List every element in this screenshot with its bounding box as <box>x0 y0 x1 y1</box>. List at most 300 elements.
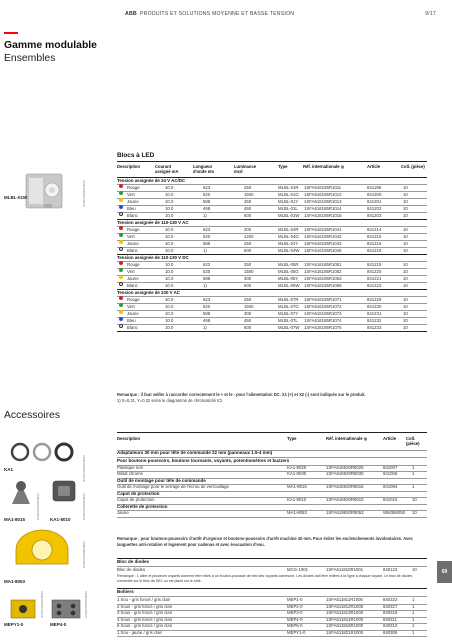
cell-type: MLBL-01L <box>278 206 298 211</box>
cell-type: MLBL-01Y <box>278 199 299 204</box>
cell-type: MLBL-07L <box>278 318 298 323</box>
cell-article: 841229 <box>367 297 382 302</box>
status-dot-icon <box>119 184 123 188</box>
table-row <box>117 226 425 233</box>
cell-lum: 600 <box>244 213 252 218</box>
cell-coll: 1 <box>412 597 415 602</box>
table-row <box>117 191 425 198</box>
cell-ref: 1SFA616920R8030 <box>326 471 364 476</box>
col-header-luminance: Luminance mcd <box>234 164 257 174</box>
cell-wave: 623 <box>203 262 211 267</box>
cell-ref: 1SFA611814R1000 <box>326 616 364 622</box>
cell-ref: 1SFA616185R1053 <box>304 276 342 281</box>
cell-article: 841007 <box>383 464 398 470</box>
cell-desc: Rouge <box>127 297 140 302</box>
cell-desc: Jaune <box>117 510 129 515</box>
cell-coll: 10 <box>403 311 408 316</box>
led-footnote: 1) X=0,31, Y=0,32 selon le diagramme de chromaticité ICI. <box>117 397 224 403</box>
cell-article: 841220 <box>367 269 382 274</box>
table-row <box>117 268 425 275</box>
cell-coll: 10 <box>403 297 408 302</box>
image-code: 2CDC201007F0004 <box>84 591 88 618</box>
table-row <box>117 282 425 289</box>
cell-desc: Plastique noir <box>117 464 144 470</box>
col-header-ref: Réf. internationale ◎ <box>303 164 345 169</box>
cell-ref: 1SFA616185R1073 <box>304 311 342 316</box>
image-code: 2CDC201005F0004 <box>82 541 86 568</box>
status-dot-icon <box>119 268 123 272</box>
acc-col-description: Description <box>117 436 141 441</box>
cell-current: 10.0 <box>165 213 174 218</box>
diodes-title: Bloc de diodes <box>117 559 150 564</box>
accessory-group-title: Collerette de protection <box>117 503 168 509</box>
cell-wave: 1) <box>203 325 207 330</box>
cell-wave: 623 <box>203 297 211 302</box>
cell-coll: 1 <box>412 464 415 470</box>
divider <box>117 331 427 332</box>
cell-lum: 500 <box>244 248 252 253</box>
cell-coll: 10 <box>403 213 408 218</box>
cell-article: 841223 <box>367 283 382 288</box>
cell-type: MLBL-07W <box>278 325 300 330</box>
cell-type: MCG-1001 <box>287 567 309 572</box>
voltage-group-title: Tension assignée de 230 V AC <box>117 290 180 295</box>
acc-image-label-4: MA1-8053 <box>4 579 26 584</box>
col-header-description: Description <box>117 164 141 169</box>
cell-ref: 1SFA611813R1000 <box>326 610 364 615</box>
cell-coll: 10 <box>403 192 408 197</box>
cell-desc: 1 trou - gris foncé / gris clair <box>117 597 171 602</box>
acc-col-article: Article <box>383 436 397 441</box>
cell-type: MEPY1-0 <box>287 629 306 635</box>
cell-type: KA1-8010 <box>287 497 307 502</box>
cell-wave: 468 <box>203 206 211 211</box>
cell-coll: 10 <box>403 318 408 323</box>
cell-wave: 520 <box>203 304 211 309</box>
cell-wave: 588 <box>203 199 211 204</box>
cell-wave: 623 <box>203 185 211 190</box>
cell-article: 840306 <box>383 629 398 635</box>
cell-wave: 468 <box>203 318 211 323</box>
table-row <box>117 310 425 317</box>
page-number: 9/17 <box>425 11 436 17</box>
cell-current: 10.0 <box>165 206 174 211</box>
mounting-tool-image <box>8 478 34 508</box>
cell-article: 840311 <box>383 616 398 622</box>
cell-article: WM356050 <box>383 510 405 515</box>
cell-article: 841203 <box>367 213 382 218</box>
cell-lum: 300 <box>244 276 252 281</box>
cell-coll: 1 <box>412 471 415 476</box>
cell-current: 10.0 <box>165 248 174 253</box>
table-row <box>117 240 425 247</box>
cell-ref: 1SFA616920R8015 <box>326 484 364 489</box>
table-row <box>117 317 425 324</box>
cell-type: MLBL-05G <box>278 269 299 274</box>
cell-desc: Blanc <box>127 325 138 330</box>
cell-type: MLBL-07Y <box>278 311 299 316</box>
cell-type: MEP6-0 <box>287 623 303 628</box>
cell-article: 840123 <box>383 567 398 572</box>
cell-lum: 600 <box>244 283 252 288</box>
cell-desc: Vert <box>127 234 135 239</box>
cell-desc: Vert <box>127 192 135 197</box>
cell-coll: 10 <box>403 304 408 309</box>
acc-note: Remarque : pour boutons-poussoirs d'arrêt d'urgence et boutons-poussoirs d'arrêt machine 40 mm. Pour éviter les enclenchements involontaires. Avec languettes anti-rotation et logement pour cadenas et avec évacuation d'eau. <box>117 536 413 547</box>
page-subtitle: Ensembles <box>4 53 56 64</box>
cell-type: MLBL-04R <box>278 227 299 232</box>
cell-ref: 1SFA616185R1075 <box>304 325 342 330</box>
cell-desc: Rouge <box>127 185 140 190</box>
cell-ref: 1SFA616185R1015 <box>304 213 342 218</box>
cell-wave: 520 <box>203 192 211 197</box>
cell-desc: Bleu <box>127 206 136 211</box>
cell-current: 10.0 <box>165 297 174 302</box>
cell-article: 841215 <box>367 234 382 239</box>
cell-article: 841230 <box>367 304 382 309</box>
status-dot-icon <box>119 226 123 230</box>
cell-type: MLBL-04G <box>278 234 299 239</box>
cell-desc: Jaune <box>127 199 139 204</box>
cell-lum: 250 <box>244 262 252 267</box>
acc-image-label-1: KA1 <box>4 467 14 472</box>
cell-coll: 10 <box>403 248 408 253</box>
col-header-coll: Coll. (pièce) <box>401 164 425 169</box>
cell-wave: 588 <box>203 276 211 281</box>
acc-col-coll: Coll. (pièce) <box>406 436 420 446</box>
product-title: PRODUITS ET SOLUTIONS MOYENNE ET BASSE TENSION <box>140 11 295 17</box>
accessory-group-title: Pour boutons-poussoirs, boutons tournants, voyants, potentiomètres et buzzers <box>117 458 290 463</box>
cell-lum: 250 <box>244 241 252 246</box>
cell-ref: 1SFA616920R8029 <box>326 464 364 470</box>
cell-type: MLBL-05Y <box>278 276 299 281</box>
table-row <box>117 567 425 574</box>
cell-desc: Vert <box>127 269 135 274</box>
cell-article: 841200 <box>367 192 382 197</box>
led-block-image <box>20 170 75 215</box>
cell-desc: 1 trou - jaune / gris clair <box>117 629 162 635</box>
cell-ref: 1SFA616185R1074 <box>304 318 342 323</box>
accessory-group-title: Capot de protection <box>117 490 160 496</box>
status-dot-icon <box>119 240 123 244</box>
cell-desc: Vert <box>127 304 135 309</box>
cell-current: 10.0 <box>165 325 174 330</box>
cell-article: 841094 <box>383 484 398 489</box>
status-dot-icon <box>119 282 123 286</box>
cell-type: MLBL-01R <box>278 185 299 190</box>
cell-ref: 1SFA616185R1012 <box>304 192 342 197</box>
cell-wave: 1) <box>203 213 207 218</box>
cell-desc: Outil de montage pour le serrage de l'écrou de verrouillage <box>117 484 229 489</box>
cell-ref: 1SFA616185R1014 <box>304 206 342 211</box>
acc-col-ref: Réf. internationale ◎ <box>326 436 368 441</box>
cell-type: MA1-8015 <box>287 484 307 489</box>
cell-coll: 10 <box>403 262 408 267</box>
accessory-group-title: Outil de montage pour tête de commande <box>117 477 206 483</box>
cell-current: 10.0 <box>165 199 174 204</box>
accessories-title: Accessoires <box>4 410 61 421</box>
cell-desc: 6 trous - gris foncé / gris clair <box>117 623 173 628</box>
cell-coll: 10 <box>403 276 408 281</box>
cell-ref: 1SFA616185R1042 <box>304 234 342 239</box>
cell-ref: 1SFA616185R1072 <box>304 304 342 309</box>
cell-article: 840310 <box>383 623 398 628</box>
acc-col-type: Type <box>287 436 297 441</box>
cell-desc: Jaune <box>127 276 139 281</box>
status-dot-icon <box>119 275 123 279</box>
cell-current: 10.0 <box>165 269 174 274</box>
cell-type: KA1-8030 <box>287 471 307 476</box>
cell-type: MEP4-0 <box>287 616 303 622</box>
cell-ref: 1SFA616920R8010 <box>326 497 364 502</box>
protective-cap-image <box>50 478 78 506</box>
table-row <box>117 261 425 268</box>
status-dot-icon <box>119 205 123 209</box>
cell-desc: Bloc de diodes <box>117 567 146 572</box>
cell-article: 841221 <box>367 276 382 281</box>
cell-current: 10.0 <box>165 304 174 309</box>
divider <box>117 161 427 162</box>
cell-article: 841201 <box>367 199 382 204</box>
status-dot-icon <box>119 303 123 307</box>
cell-lum: 1500 <box>244 304 254 309</box>
brand-logo: ABB <box>125 11 137 17</box>
cell-wave: 520 <box>203 269 211 274</box>
image-code: 2CDC201006F0004 <box>40 591 44 618</box>
cell-type: MLBL-01G <box>278 192 299 197</box>
table-row <box>117 212 425 219</box>
voltage-group-title: Tension assignée de 110-130 V DC <box>117 255 189 260</box>
cell-lum: 1500 <box>244 192 254 197</box>
cell-desc: Jaune <box>127 311 139 316</box>
cell-lum: 1500 <box>244 269 254 274</box>
enclosure-label-1: MEPY1-0 <box>4 622 24 627</box>
cell-coll: 1 <box>412 603 415 609</box>
protective-collar-image <box>10 528 74 572</box>
cell-coll: 1 <box>412 629 415 635</box>
cell-lum: 300 <box>244 311 252 316</box>
cell-ref: 1SFA611810R1001 <box>326 567 364 572</box>
enclosures-title: Boîtiers <box>117 589 134 594</box>
cell-current: 10.0 <box>165 262 174 267</box>
cell-lum: 450 <box>244 318 252 323</box>
table-row <box>117 247 425 254</box>
cell-current: 10.0 <box>165 227 174 232</box>
enclosure-yellow-image <box>8 597 38 621</box>
cell-desc: 4 trous - gris foncé / gris clair <box>117 616 173 622</box>
cell-lum: 600 <box>244 325 252 330</box>
cell-coll: 1 <box>412 623 415 628</box>
cell-article: 841216 <box>367 241 382 246</box>
cell-current: 10.0 <box>165 311 174 316</box>
cell-desc: Métal chromé <box>117 471 144 476</box>
status-dot-icon <box>119 191 123 195</box>
section-title-leds: Blocs à LED <box>117 152 155 159</box>
cell-wave: 623 <box>203 227 211 232</box>
status-dot-icon <box>119 247 123 251</box>
cell-article: 840327 <box>383 603 398 609</box>
cell-ref: 1SFA619920R8053 <box>326 510 364 515</box>
table-row <box>117 233 425 240</box>
cell-wave: 588 <box>203 241 211 246</box>
cell-ref: 1SFA611821R1000 <box>326 629 364 635</box>
cell-lum: 1200 <box>244 234 254 239</box>
cell-current: 10.0 <box>165 318 174 323</box>
cell-lum: 250 <box>244 199 252 204</box>
cell-desc: Rouge <box>127 262 140 267</box>
cell-article: 841219 <box>367 262 382 267</box>
cell-current: 10.0 <box>165 192 174 197</box>
cell-desc: Jaune <box>127 241 139 246</box>
cell-ref: 1SFA616185R1011 <box>304 185 342 190</box>
table-row <box>117 303 425 310</box>
cell-type: MLBL-05W <box>278 283 300 288</box>
voltage-group-title: Tension assignée de 24 V AC/DC <box>117 178 186 183</box>
table-row <box>117 275 425 282</box>
cell-desc: Bleu <box>127 318 136 323</box>
status-dot-icon <box>119 198 123 202</box>
cell-ref: 1SFA616185R1013 <box>304 199 342 204</box>
cell-type: MLBL-04W <box>278 248 300 253</box>
led-note <box>117 392 427 403</box>
divider <box>117 432 427 433</box>
cell-type: MLBL-07G <box>278 304 299 309</box>
status-dot-icon <box>119 261 123 265</box>
cell-article: 841231 <box>367 311 382 316</box>
cell-coll: 1 <box>412 610 415 615</box>
cell-coll: 10 <box>403 283 408 288</box>
cell-current: 10.0 <box>165 234 174 239</box>
led-note-text: Remarque : il faut veiller à raccorder correctement le + et le - pour l'alimentation DC. X1 (+) et X2 (-) sont indiqués sur le produit. <box>117 392 366 397</box>
cell-coll: 10 <box>403 185 408 190</box>
cell-type: MEP1-0 <box>287 597 303 602</box>
cell-current: 10.0 <box>165 185 174 190</box>
table-row <box>117 198 425 205</box>
enclosure-label-2: MEP4-0 <box>50 622 67 627</box>
cell-article: 841233 <box>367 325 382 330</box>
col-header-article: Article <box>367 164 381 169</box>
table-row <box>117 324 425 331</box>
cell-coll: 10 <box>412 510 417 515</box>
cell-desc: Blanc <box>127 213 138 218</box>
cell-coll: 10 <box>403 206 408 211</box>
table-row <box>117 205 425 212</box>
cell-desc: 3 trous - gris foncé / gris clair <box>117 610 173 615</box>
adapter-rings-image <box>8 438 78 466</box>
side-page-tab: 69 <box>437 561 452 583</box>
cell-wave: 588 <box>203 311 211 316</box>
image-code: 2CDC201001F0004 <box>82 180 86 207</box>
cell-type: KA1-8029 <box>287 464 307 470</box>
cell-desc: Rouge <box>127 227 140 232</box>
cell-desc: Capot de protection <box>117 497 155 502</box>
status-dot-icon <box>119 310 123 314</box>
cell-type: MEP3-0 <box>287 610 303 615</box>
cell-lum: 200 <box>244 227 252 232</box>
status-dot-icon <box>119 233 123 237</box>
cell-article: 840318 <box>383 610 398 615</box>
cell-wave: 1) <box>203 283 207 288</box>
cell-article: 841202 <box>367 206 382 211</box>
cell-coll: 10 <box>412 497 417 502</box>
cell-type: MLBL-04Y <box>278 241 299 246</box>
cell-article: 841218 <box>367 248 382 253</box>
cell-current: 10.0 <box>165 276 174 281</box>
cell-type: MLBL-01W <box>278 213 300 218</box>
cell-article: 841015 <box>383 497 398 502</box>
cell-ref: 1SFA616185R1045 <box>304 248 342 253</box>
cell-coll: 10 <box>403 234 408 239</box>
status-dot-icon <box>119 324 123 328</box>
led-image-label: MLBL-01W <box>4 195 28 200</box>
cell-ref: 1SFA616185R1043 <box>304 241 342 246</box>
acc-image-label-2: MA1-8015 <box>4 517 26 522</box>
cell-lum: 250 <box>244 185 252 190</box>
table-row <box>117 184 425 191</box>
cell-type: MLBL-05R <box>278 262 299 267</box>
col-header-wavelength: Longueur d'onde nm <box>193 164 215 174</box>
cell-coll: 1 <box>412 616 415 622</box>
cell-ref: 1SFA616185R1055 <box>304 283 342 288</box>
cell-current: 10.0 <box>165 241 174 246</box>
acc-subtitle: Adaptateurs 30 mm pour tête de commande 22 mm (panneaux 1.5-4 mm) <box>117 450 273 455</box>
cell-type: MEP2-0 <box>287 603 303 609</box>
col-header-current: Courant assigné mA <box>155 164 179 174</box>
status-dot-icon <box>119 317 123 321</box>
cell-ref: 1SFA611812R1000 <box>326 603 364 609</box>
cell-coll: 10 <box>403 199 408 204</box>
cell-desc: 2 trous - gris foncé / gris clair <box>117 603 173 609</box>
col-header-type: Type <box>278 164 288 169</box>
cell-article: 841006 <box>383 471 398 476</box>
cell-coll: 10 <box>412 567 417 572</box>
cell-coll: 1 <box>412 484 415 489</box>
cell-coll: 10 <box>403 325 408 330</box>
cell-type: MLBL-07R <box>278 297 299 302</box>
cell-ref: 1SFA616185R1051 <box>304 262 342 267</box>
cell-ref: 1SFA616185R1071 <box>304 297 342 302</box>
image-code: 2CDC201002F0004 <box>82 455 86 482</box>
cell-desc: Blanc <box>127 248 138 253</box>
page-header <box>0 10 452 22</box>
page-title: Gamme modulable <box>4 40 97 51</box>
status-dot-icon <box>119 212 123 216</box>
voltage-group-title: Tension assignée de 110-130 V AC <box>117 220 189 225</box>
enclosure-grey-image <box>50 597 82 621</box>
table-row <box>117 296 425 303</box>
cell-coll: 10 <box>403 227 408 232</box>
cell-ref: 1SFA611816R1000 <box>326 623 364 628</box>
cell-type: MA1-8053 <box>287 510 307 515</box>
cell-lum: 450 <box>244 206 252 211</box>
cell-ref: 1SFA616185R1052 <box>304 269 342 274</box>
cell-current: 10.0 <box>165 283 174 288</box>
diodes-note: Remarque : 1 ailler et plusieurs voyants donnent être reliés à un bouton-poussoir de test des voyants commune. Les diodes doit être reliées à la ligne à chaque voyant. Le bloc de diodes s'emboîte sur le bloc de DEL ou est placé sur le côté. <box>117 574 413 583</box>
cell-wave: 520 <box>203 234 211 239</box>
cell-article: 841199 <box>367 185 382 190</box>
image-code: 2CDC201004F0004 <box>82 493 86 520</box>
image-code: 2CDC201003F0004 <box>36 493 40 520</box>
cell-article: 840322 <box>383 597 398 602</box>
accent-bar <box>4 32 18 34</box>
acc-image-label-3: KA1-8010 <box>50 517 71 522</box>
cell-wave: 1) <box>203 248 207 253</box>
status-dot-icon <box>119 296 123 300</box>
cell-article: 841214 <box>367 227 382 232</box>
cell-ref: 1SFA616185R1041 <box>304 227 342 232</box>
cell-article: 841232 <box>367 318 382 323</box>
cell-coll: 10 <box>403 269 408 274</box>
